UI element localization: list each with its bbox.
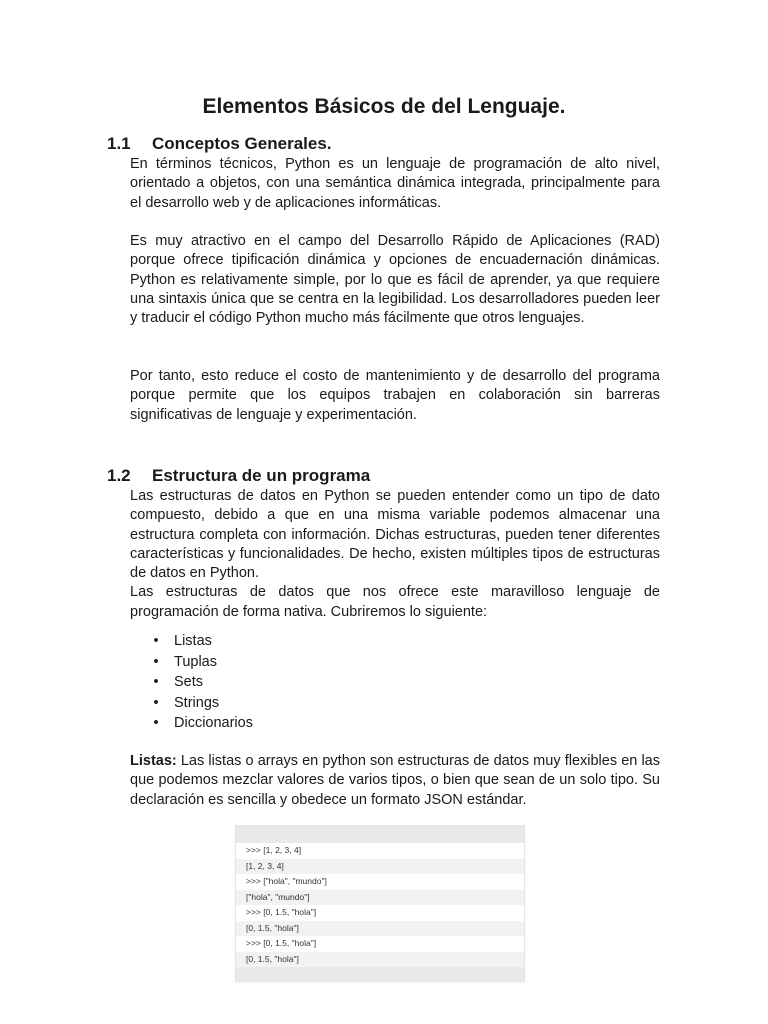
paragraph: Las estructuras de datos que nos ofrece este maravilloso lenguaje de programación de forma nativa. Cubriremos lo siguiente: (130, 584, 660, 620)
code-line: [0, 1.5, "hola"] (236, 952, 524, 968)
list-item (130, 693, 430, 714)
code-header-bar (236, 826, 524, 843)
list-item-label: Sets (174, 674, 204, 691)
list-item-label: Strings (174, 694, 220, 711)
paragraph: Por tanto, esto reduce el costo de mantenimiento y de desarrollo del programa porque permite que los equipos trabajen en colaboración sin barreras significativas de lenguaje y experimentación. (130, 368, 660, 423)
section-1-paragraph-1 (130, 155, 660, 213)
bullet-icon: • (153, 633, 159, 649)
section-1-paragraph-3 (130, 367, 660, 425)
bullet-icon: • (153, 674, 159, 691)
code-line: [1, 2, 3, 4] (236, 859, 524, 875)
list-item (130, 713, 430, 734)
section-2-paragraphs (130, 487, 660, 622)
document-title: Elementos Básicos de del Lenguaje. (202, 95, 566, 118)
list-item (130, 631, 430, 652)
data-structures-list (130, 631, 430, 734)
list-item-label: Listas (174, 633, 212, 649)
section-number: 1.2 (107, 466, 131, 485)
code-line: [0, 1.5, "hola"] (236, 921, 524, 937)
code-line: >>> [0, 1.5, "hola"] (246, 907, 317, 917)
listas-description: Las listas o arrays en python son estructuras de datos muy flexibles en las que podemos mezclar valores de varios tipos, o bien que sean de un solo tipo. Su declaración es sencilla y obedece un formato JSON estándar. (130, 753, 660, 808)
paragraph: En términos técnicos, Python es un lenguaje de programación de alto nivel, orientado a objetos, con una semántica dinámica integrada, principalmente para el desarrollo web y de aplicaciones informáticas. (130, 156, 660, 211)
section-heading-estructura (107, 465, 370, 487)
bullet-icon: • (153, 653, 159, 670)
code-footer-bar (236, 967, 524, 982)
section-1-paragraph-2 (130, 232, 660, 328)
bullet-icon: • (153, 694, 159, 711)
list-item (130, 652, 430, 673)
section-number: 1.1 (107, 134, 131, 153)
list-item-label: Tuplas (174, 653, 217, 670)
bullet-icon: • (153, 715, 159, 732)
code-line: >>> [0, 1.5, "hola"] (246, 938, 317, 948)
listas-label: Listas: (130, 753, 177, 769)
listas-paragraph (130, 752, 660, 810)
code-example-image (235, 825, 525, 982)
list-item-label: Diccionarios (174, 715, 253, 732)
section-heading-conceptos (107, 133, 332, 155)
section-title: Conceptos Generales. (152, 134, 332, 153)
paragraph (130, 752, 660, 810)
code-line: >>> [1, 2, 3, 4] (246, 845, 302, 855)
code-line: ["hola", "mundo"] (236, 890, 524, 906)
paragraph: Las estructuras de datos en Python se pueden entender como un tipo de dato compuesto, debido a que en una misma variable podemos almacenar una estructura completa con información. Dichas estructuras, pueden tener diferentes características y funcionalidades. De hecho, existen múltiples tipos de estructuras de datos en Python. (130, 488, 660, 582)
paragraph: Es muy atractivo en el campo del Desarrollo Rápido de Aplicaciones (RAD) porque ofrece tipificación dinámica y opciones de encuadernación dinámicas. Python es relativamente simple, por lo que es fácil de aprender, ya que requiere una sintaxis única que se centra en la legibilidad. Los desarrolladores pueden leer y traducir el código Python mucho más fácilmente que otros lenguajes. (130, 233, 660, 327)
code-line: >>> ["hola", "mundo"] (246, 876, 327, 886)
list-item (130, 672, 430, 693)
section-title: Estructura de un programa (152, 466, 371, 485)
